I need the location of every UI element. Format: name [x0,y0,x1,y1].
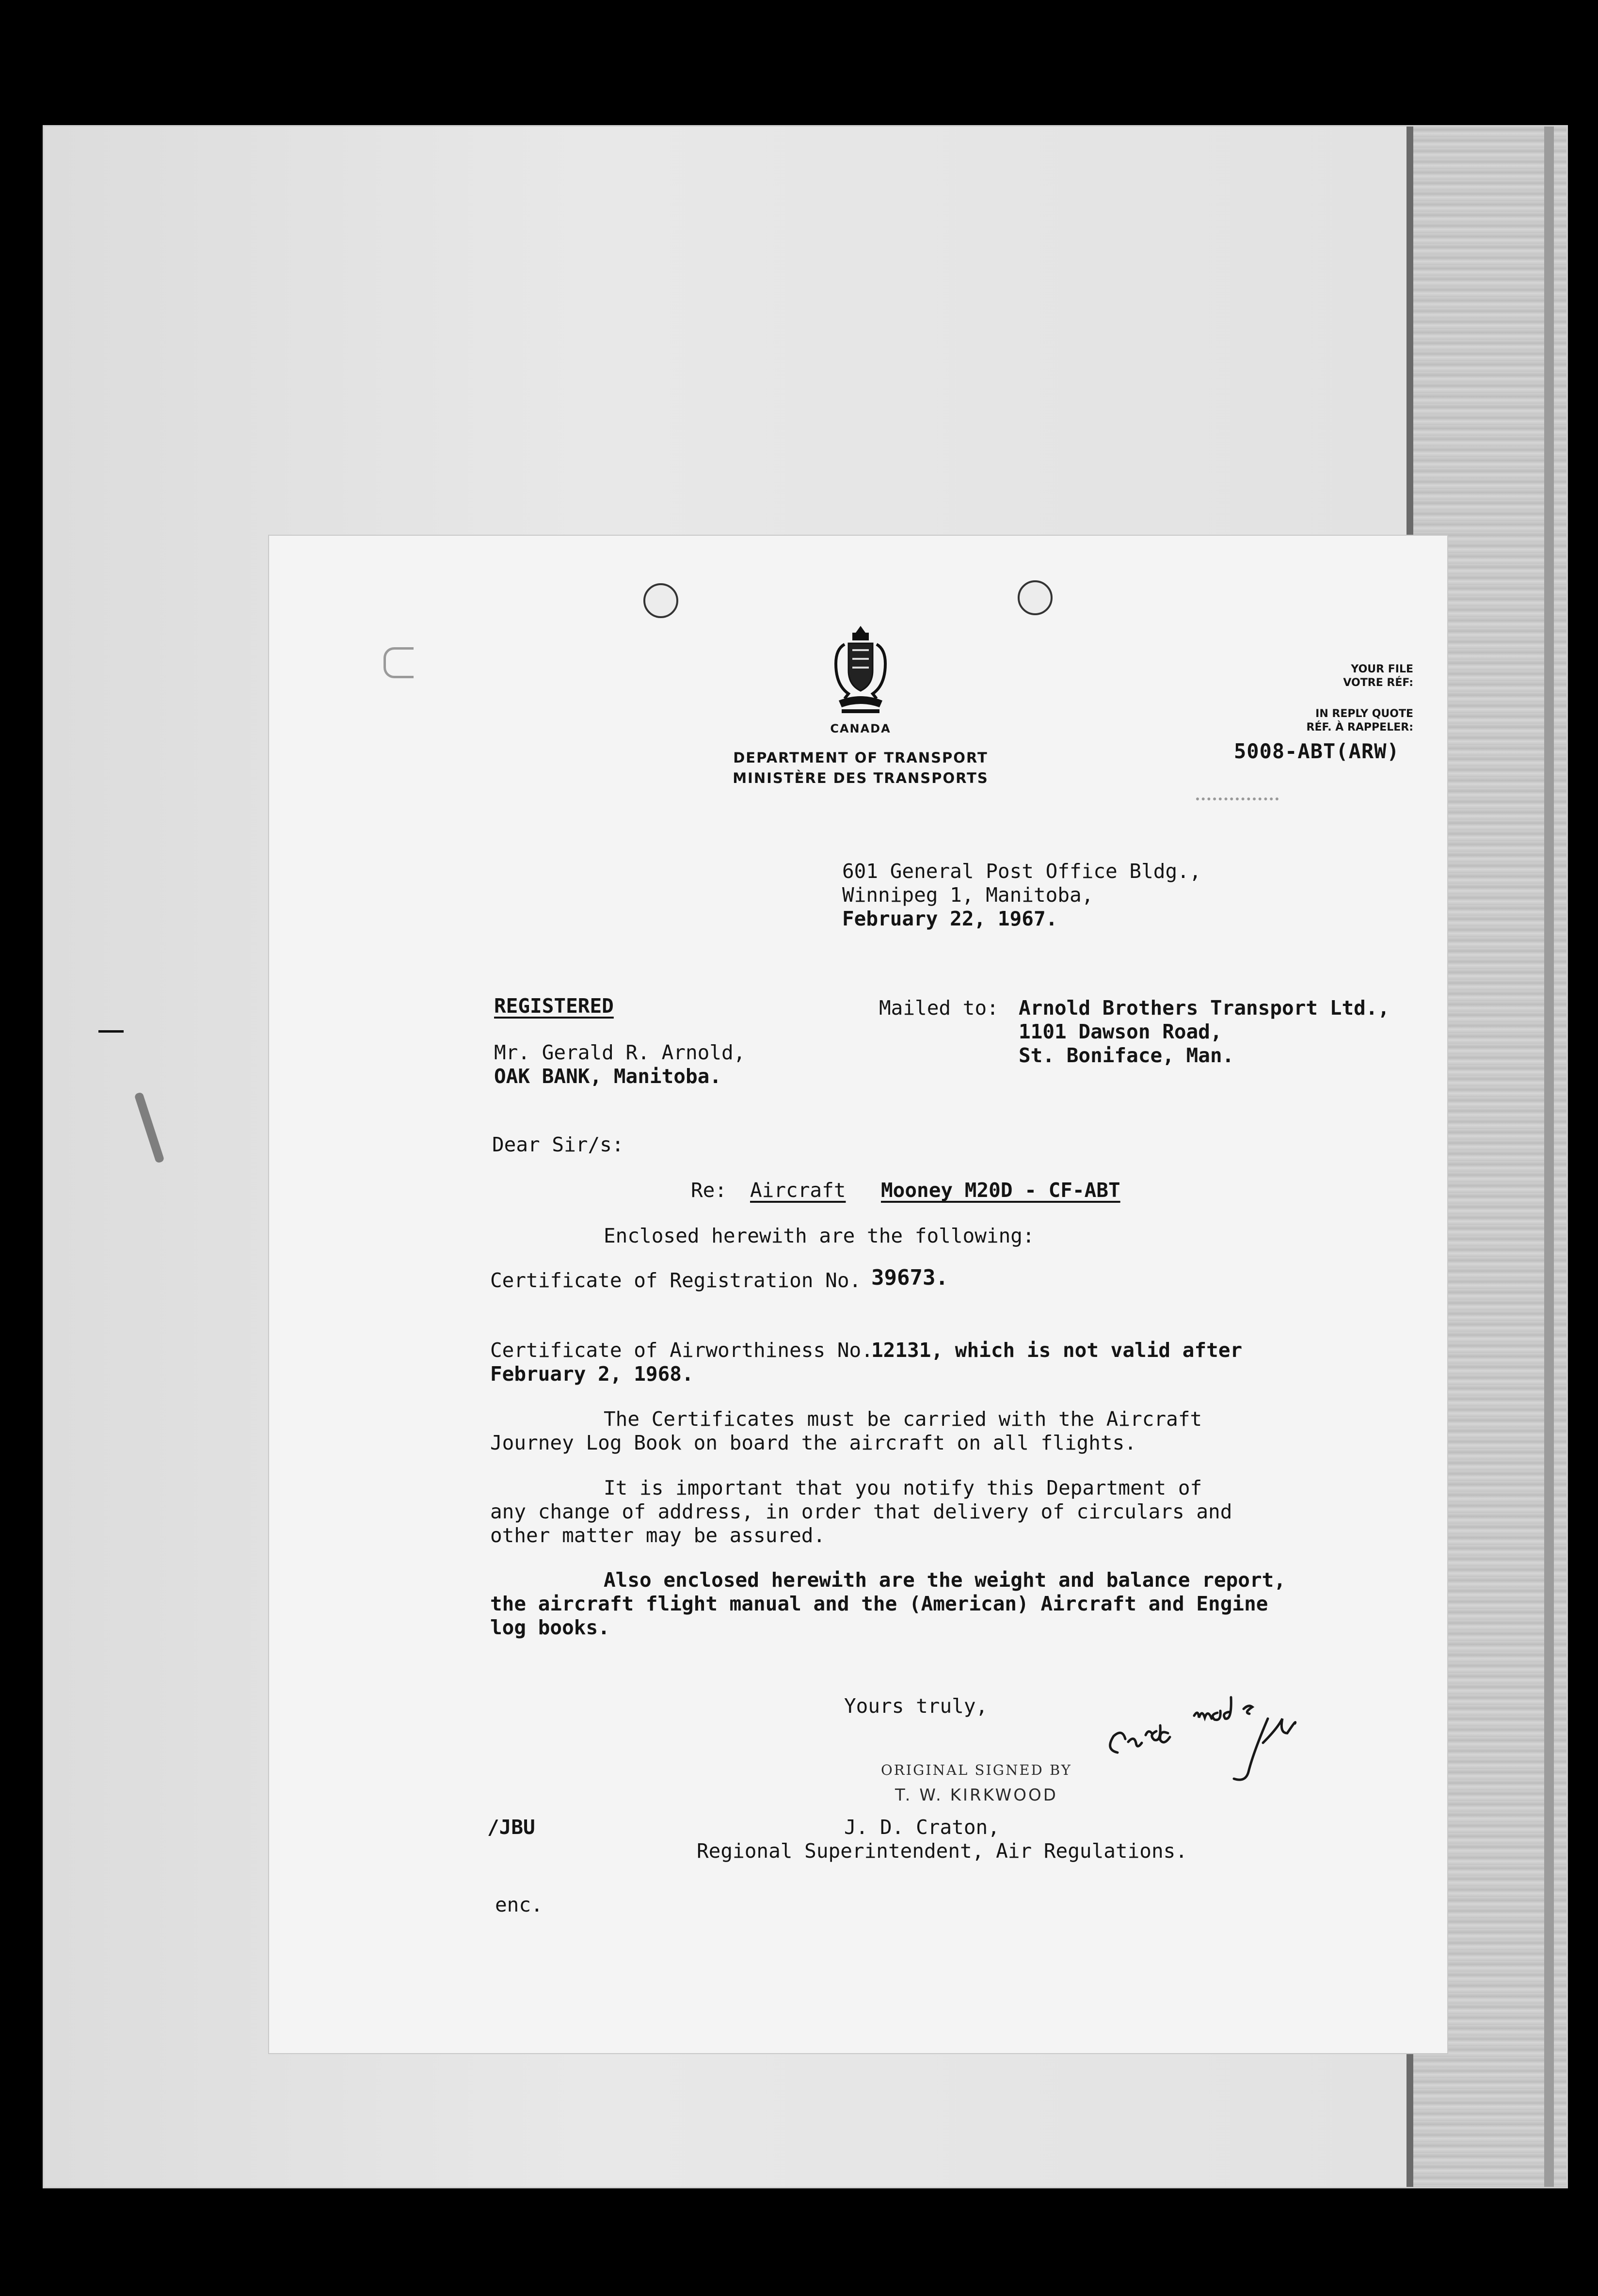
para2-line2: any change of address, in order that delivery of circulars and [490,1500,1232,1523]
punch-hole-icon [1018,580,1053,615]
reference-number: 5008-ABT(ARW) [1234,739,1400,763]
signer-title: Regional Superintendent, Air Regulations. [697,1839,1188,1863]
staple-mark-icon [384,647,414,678]
para3-line1: Also enclosed herewith are the weight and balance report, [604,1568,1286,1592]
enclosed-intro: Enclosed herewith are the following: [604,1224,1035,1247]
signer-name: J. D. Craton, [844,1816,1000,1839]
para1-line1: The Certificates must be carried with the Aircraft [604,1407,1202,1431]
para3-line3: log books. [490,1616,610,1639]
binder-tick-mark [98,1030,124,1033]
votre-ref-label: VOTRE RÉF: [1343,677,1413,689]
letterhead-department-en: DEPARTMENT OF TRANSPORT [733,749,988,766]
para3-line2: the aircraft flight manual and the (American) Aircraft and Engine [490,1592,1268,1615]
cert-registration-label: Certificate of Registration No. [490,1269,862,1292]
ref-rappeler-label: RÉF. À RAPPELER: [1306,721,1413,733]
para2-line1: It is important that you notify this Department of [604,1476,1202,1499]
letterhead [696,623,1025,788]
cert-airworthiness-label: Certificate of Airworthiness No. [490,1339,873,1362]
sender-address-line1: 601 General Post Office Bldg., [842,860,1201,883]
reference-dotted-line [1196,797,1278,800]
mailed-to-label: Mailed to: [879,996,999,1020]
letter-date: February 22, 1967. [842,907,1058,930]
reference-block [1103,663,1413,734]
sender-address-line2: Winnipeg 1, Manitoba, [842,883,1094,907]
subject-re: Re: [691,1179,727,1202]
handwritten-text: Cards made JBU [1103,1795,1107,1796]
para1-line2: Journey Log Book on board the aircraft on all flights. [490,1431,1136,1454]
para2-line3: other matter may be assured. [490,1524,826,1547]
in-reply-quote-label: IN REPLY QUOTE [1315,708,1413,720]
spine-edge [1544,127,1554,2187]
recipient-line1: Mr. Gerald R. Arnold, [494,1041,746,1064]
microfilm-frame [43,125,1568,2188]
cert-airworthiness-detail: 12131, which is not valid after [871,1339,1243,1362]
enclosure-note: enc. [495,1893,543,1916]
letter-page [268,535,1448,2054]
letterhead-country: CANADA [830,722,891,735]
subject-model: Mooney M20D - CF-ABT [881,1179,1120,1202]
mailed-to-line2: 1101 Dawson Road, [1019,1020,1222,1043]
handwritten-annotation [1103,1685,1331,1796]
punch-hole-icon [643,583,678,618]
canada-crest-icon [824,623,897,715]
subject-aircraft: Aircraft [750,1179,846,1202]
salutation: Dear Sir/s: [492,1133,624,1156]
letterhead-department-fr: MINISTÈRE DES TRANSPORTS [733,770,989,786]
initials-ref: /JBU [487,1816,535,1839]
mailed-to-line3: St. Boniface, Man. [1019,1044,1234,1067]
original-signed-by: ORIGINAL SIGNED BY [881,1762,1072,1778]
stamp-signer-name: T. W. KIRKWOOD [895,1786,1058,1805]
signature-stamp [881,1757,1072,1808]
mailed-to-line1: Arnold Brothers Transport Ltd., [1019,996,1390,1020]
registered-label: REGISTERED [494,994,614,1018]
cert-airworthiness-expiry: February 2, 1968. [490,1362,694,1386]
cert-registration-number: 39673. [871,1265,948,1290]
recipient-line2: OAK BANK, Manitoba. [494,1065,721,1088]
your-file-label: YOUR FILE [1351,663,1413,675]
closing-yours-truly: Yours truly, [844,1694,988,1718]
